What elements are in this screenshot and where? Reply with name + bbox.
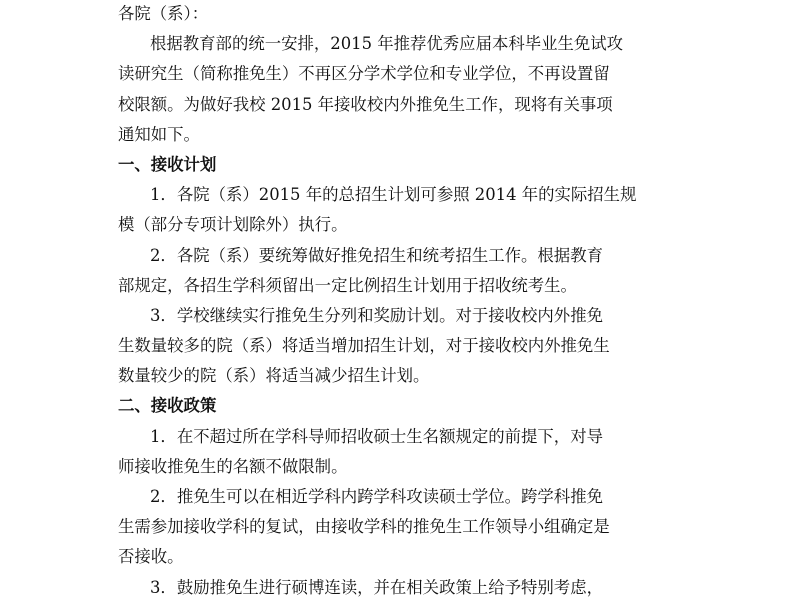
intro-line: 校限额。为做好我校 2015 年接收校内外推免生工作，现将有关事项 [118, 94, 613, 114]
paragraph-line: 2．推免生可以在相近学科内跨学科攻读硕士学位。跨学科推免 [150, 487, 603, 506]
intro-line: 通知如下。 [118, 124, 200, 144]
policy-item-1 [118, 422, 678, 482]
paragraph-line: 3．学校继续实行推免生分列和奖励计划。对于接收校内外推免 [150, 305, 603, 325]
plan-item-1 [118, 180, 678, 240]
intro-paragraph [118, 29, 678, 150]
policy-item-3 [118, 573, 678, 603]
intro-line: 读研究生（简称推免生）不再区分学术学位和专业学位，不再设置留 [118, 64, 610, 84]
paragraph-line: 部规定，各招生学科须留出一定比例招生计划用于招收统考生。 [118, 275, 577, 295]
paragraph-line: 否接收。 [118, 547, 184, 567]
policy-item-2 [118, 482, 678, 573]
plan-item-2 [118, 241, 678, 301]
paragraph-line: 生数量较多的院（系）将适当增加招生计划，对于接收校内外推免生 [118, 336, 610, 356]
paragraph-line: 师接收推免生的名额不做限制。 [118, 456, 348, 476]
paragraph-line: 数量较少的院（系）将适当减少招生计划。 [118, 366, 430, 386]
section-heading-admission-plan: 一、接收计划 [118, 154, 217, 174]
paragraph-line: 2．各院（系）要统筹做好推免招生和统考招生工作。根据教育 [150, 245, 603, 265]
paragraph-line: 3．鼓励推免生进行硕博连读，并在相关政策上给予特别考虑， [150, 577, 603, 597]
paragraph-line: 1．在不超过所在学科导师招收硕士生名额规定的前提下，对导 [150, 426, 603, 446]
paragraph-line: 生需参加接收学科的复试，由接收学科的推免生工作领导小组确定是 [118, 517, 610, 537]
notice-document [118, 0, 678, 603]
intro-line: 根据教育部的统一安排，2015 年推荐优秀应届本科毕业生免试攻 [150, 34, 624, 54]
section-heading-admission-policy: 二、接收政策 [118, 396, 217, 416]
paragraph-line: 模（部分专项计划除外）执行。 [118, 215, 348, 235]
paragraph-line: 1．各院（系）2015 年的总招生计划可参照 2014 年的实际招生规 [150, 185, 637, 205]
salutation: 各院（系）： [118, 4, 209, 23]
plan-item-3 [118, 301, 678, 392]
